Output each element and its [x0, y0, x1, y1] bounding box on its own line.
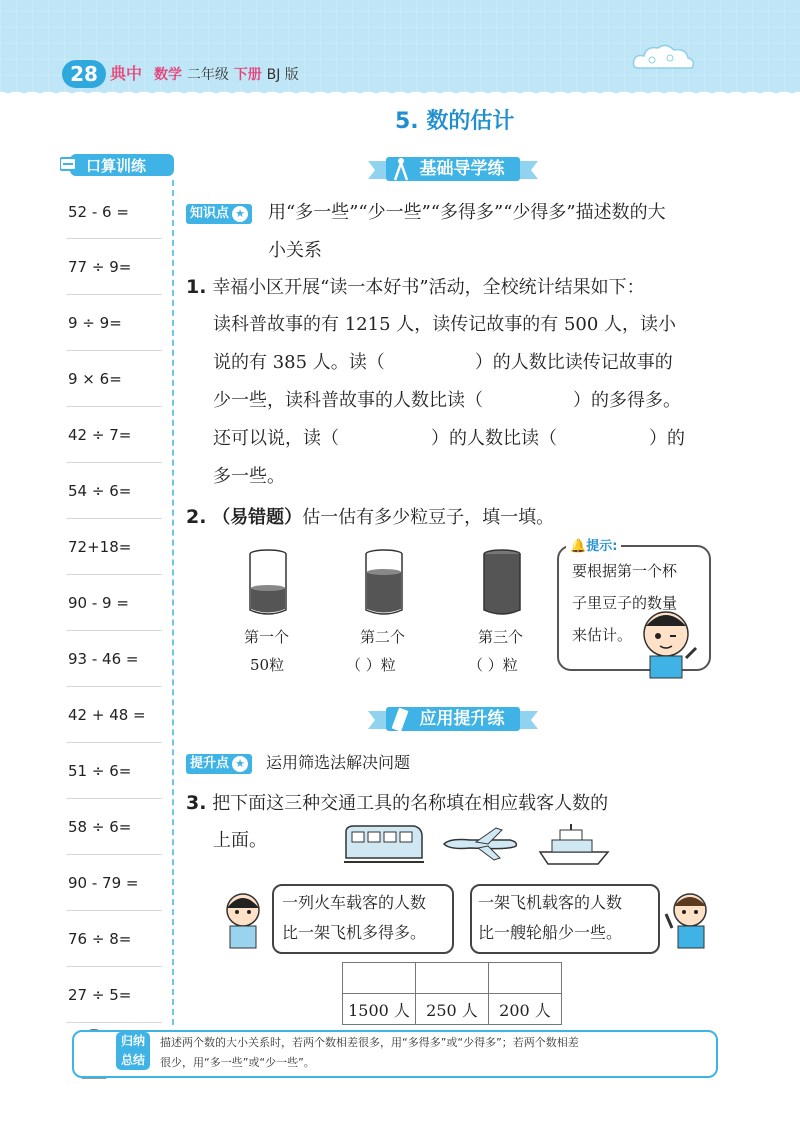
answer-cell[interactable] [343, 963, 416, 994]
oral-separator [66, 910, 162, 911]
q1-text-5c: ）的 [649, 428, 685, 449]
q1-line-4 [213, 382, 681, 420]
speech-left-line-1: 一列火车载客的人数 [282, 893, 427, 912]
ship-icon [538, 824, 610, 868]
summary-line-2: 很少，用“多一些”或“少一些”。 [160, 1056, 315, 1069]
airplane-icon [440, 826, 520, 862]
q3-line-1 [186, 784, 608, 823]
table-row [343, 994, 562, 1025]
oral-column-divider [172, 180, 174, 1025]
q1-number: 1. [186, 276, 207, 298]
oral-item: 51 ÷ 6= [68, 762, 132, 780]
grade: 二年级 [186, 67, 229, 83]
q1-text-1: 幸福小区开展“读一本好书”活动，全校统计结果如下： [212, 277, 645, 298]
improvement-text: 运用筛选法解决问题 [266, 753, 411, 772]
q1-text-4b: ）的多得多。 [573, 390, 681, 411]
q1-text-3a: 说的有 385 人。读（ [213, 352, 385, 373]
oral-item: 58 ÷ 6= [68, 818, 132, 836]
oral-separator [66, 686, 162, 687]
jar-1-icon [246, 548, 290, 618]
tip-line-1: 要根据第一个杯 [572, 562, 678, 580]
oral-item: 52 - 6 = [68, 203, 129, 221]
speech-right-line-2: 比一艘轮船少一些。 [478, 923, 623, 942]
speech-left-line-2: 比一架飞机多得多。 [282, 923, 427, 942]
oral-separator [66, 574, 162, 575]
improvement-point-label: 提升点 [190, 756, 230, 771]
jar-3-label: 第三个 [478, 628, 524, 646]
pencil-icon [60, 158, 76, 170]
passenger-count: 200 人 [489, 994, 562, 1025]
summary-label [116, 1032, 150, 1070]
oral-item: 93 - 46 = [68, 650, 139, 668]
q1-line-2: 读科普故事的有 1215 人，读传记故事的有 500 人，读小 [213, 314, 677, 335]
error-prone-tag: （易错题） [212, 507, 303, 528]
jar-2-label: 第二个 [360, 628, 406, 646]
answer-cell[interactable] [416, 963, 489, 994]
star-icon: ★ [232, 206, 248, 222]
oral-item: 42 ÷ 7= [68, 426, 132, 444]
knowledge-point-label: 知识点 [190, 206, 230, 221]
boy-waving-icon [664, 890, 714, 950]
q2-number: 2. [186, 506, 207, 528]
q1-line-3 [213, 344, 673, 382]
train-icon [344, 822, 424, 864]
star-icon: ★ [232, 756, 248, 772]
tip-line-2: 子里豆子的数量 [572, 594, 678, 612]
oral-separator [66, 462, 162, 463]
q1-text-4a: 少一些，读科普故事的人数比读（ [213, 390, 483, 411]
table-row [343, 963, 562, 994]
girl-cartoon-icon [218, 890, 268, 950]
jar-3-icon [480, 548, 524, 618]
oral-training-title [60, 150, 178, 180]
oral-separator [66, 1022, 162, 1023]
oral-item: 27 ÷ 5= [68, 986, 132, 1004]
section-title: 5. 数的估计 [395, 109, 515, 134]
answer-table [342, 962, 562, 1025]
oral-item: 9 × 6= [68, 370, 122, 388]
q1-line-5 [213, 420, 685, 458]
oral-separator [66, 742, 162, 743]
answer-cell[interactable] [489, 963, 562, 994]
brand-logo: 典中 [110, 64, 143, 83]
basic-practice-label: 基础导学练 [419, 159, 505, 179]
oral-separator [66, 518, 162, 519]
oral-separator [66, 966, 162, 967]
summary-label-2: 总结 [120, 1053, 145, 1067]
oral-separator [66, 406, 162, 407]
q2-text: 估一估有多少粒豆子，填一填。 [302, 507, 555, 528]
q3-text-1: 把下面这三种交通工具的名称填在相应载客人数的 [212, 793, 609, 814]
knowledge-line-1: 用“多一些”“少一些”“多得多”“少得多”描述数的大 [268, 202, 666, 223]
speech-right-line-1: 一架飞机载客的人数 [478, 893, 623, 912]
q1-text-3b: ）的人数比读传记故事的 [474, 352, 673, 373]
jar-2-icon [362, 548, 406, 618]
edition: BJ 版 [266, 67, 299, 83]
q2-line [186, 498, 554, 537]
jar-3-count[interactable]: （ ）粒 [468, 656, 518, 674]
q1-line-1 [186, 268, 645, 307]
oral-item: 90 - 79 = [68, 874, 139, 892]
summary-line-1: 描述两个数的大小关系时，若两个数相差很多，用“多得多”或“少得多”；若两个数相差 [160, 1036, 579, 1049]
header-scallop [0, 86, 800, 100]
oral-item: 54 ÷ 6= [68, 482, 132, 500]
improvement-point-tag [186, 754, 252, 774]
oral-item: 9 ÷ 9= [68, 314, 122, 332]
knowledge-point-tag [186, 204, 252, 224]
oral-separator [66, 854, 162, 855]
book-info [154, 64, 299, 84]
tip-label-text: 提示: [586, 539, 618, 554]
oral-separator [66, 798, 162, 799]
jar-1-count: 50粒 [250, 656, 285, 674]
tip-line-3: 来估计。 [572, 626, 633, 644]
oral-training-label: 口算训练 [86, 157, 147, 175]
boy-cartoon-icon [636, 608, 700, 680]
cloud-icon [630, 40, 700, 74]
jar-1-label: 第一个 [244, 628, 290, 646]
knowledge-line-2: 小关系 [268, 240, 322, 261]
basic-practice-banner [368, 154, 538, 184]
volume: 下册 [233, 67, 262, 83]
q1-line-6: 多一些。 [213, 466, 285, 487]
passenger-count: 250 人 [416, 994, 489, 1025]
tip-label [566, 535, 621, 554]
oral-item: 77 ÷ 9= [68, 258, 132, 276]
q3-number: 3. [186, 792, 207, 814]
q1-text-5b: ）的人数比读（ [431, 428, 557, 449]
jar-2-count[interactable]: （ ）粒 [346, 656, 396, 674]
oral-item: 76 ÷ 8= [68, 930, 132, 948]
oral-item: 72+18= [68, 538, 132, 556]
oral-separator [66, 294, 162, 295]
summary-label-1: 归纳 [120, 1034, 145, 1048]
oral-separator [66, 630, 162, 631]
oral-separator [66, 350, 162, 351]
page-number: 28 [62, 60, 106, 88]
q1-text-5a: 还可以说，读（ [213, 428, 339, 449]
oral-item: 90 - 9 = [68, 594, 129, 612]
advanced-practice-banner [368, 704, 538, 734]
q3-line-2: 上面。 [213, 830, 267, 851]
passenger-count: 1500 人 [343, 994, 416, 1025]
subject: 数学 [154, 67, 182, 83]
advanced-practice-label: 应用提升练 [419, 709, 505, 729]
bell-icon: 🔔 [570, 539, 587, 554]
oral-item: 42 + 48 = [68, 706, 146, 724]
oral-separator [66, 238, 162, 239]
